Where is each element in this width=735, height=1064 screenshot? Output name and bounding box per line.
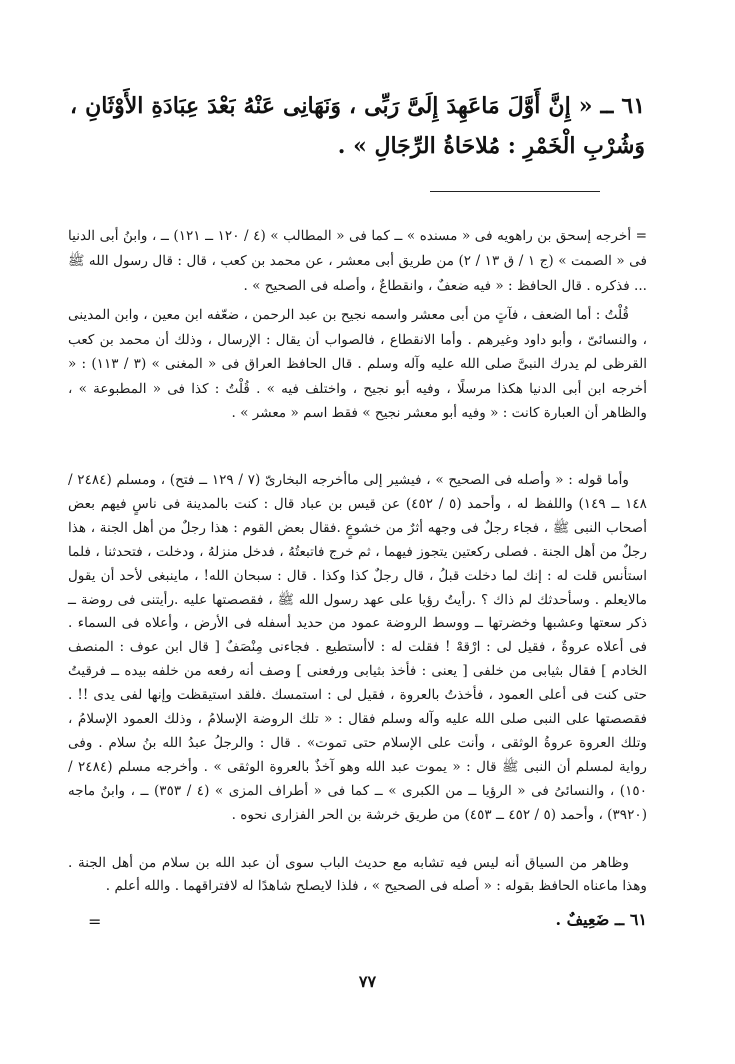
footnote-separator: [430, 191, 600, 192]
hadith-body: « إِنَّ أَوَّلَ مَاعَهِدَ إِلَىَّ رَبِّى ، وَنَهَانِى عَنْهُ بَعْدَ عِبَادَةِ الأَوْثَانِ ، وَشُرْبِ الْخَمْرِ : مُلاحَاةُ الرِّجَالِ » .: [70, 93, 645, 159]
footnote-paragraph-4: وظاهر من السياق أنه ليس فيه تشابه مع حديث الباب سوى أن عبد الله بن سلام من أهل الجنة . وهذا ماعناه الحافظ بقوله : « أصله فى الصحيح » ، فلذا لايصلح شاهدًا له لافتراقهما . والله أعلم .: [68, 855, 647, 894]
hadith-number: ٦١: [621, 93, 646, 119]
page-number: ٧٧: [358, 972, 377, 991]
hadith-dash: ــ: [592, 93, 614, 119]
hadith-text: [70, 86, 645, 166]
footnote-paragraph-1: = أخرجه إسحق بن راهويه فى « مسنده » ــ كما فى « المطالب » (٤ / ١٢٠ ــ ١٢١) ــ ، وابنُ أبى الدنيا فى « الصمت » (ج ١ / ق ١٣ / ٢) من طريق أبى معشر ، عن محمد بن كعب ، قال : قال رسول الله ﷺ ... فذكره . قال الحافظ : « فيه ضعفٌ ، وانقطاعٌ ، وأصله فى الصحيح » .: [68, 228, 648, 294]
continuation-mark: =: [88, 912, 102, 931]
footnote-paragraph-2: قُلْتُ : أما الضعف ، فآتٍ من أبى معشر واسمه نجيح بن عبد الرحمن ، ضعّفه ابن معين ، وابن المدينى ، والنسائىّ ، وأبو داود وغيرهم . وأما الانقطاع ، فالصواب أن يقال : الإرسال ، وذلك أن محمد بن كعب القرظى لم يدرك النبىَّ صلى الله عليه وآله وسلم . قال الحافظ العراق فى « المغنى » (٣ / ١١٣) : « أخرجه ابن أبى الدنيا هكذا مرسلًا ، وفيه أبو نجيح ، واختلف فيه » . قُلْتُ : كذا فى « المطبوعة » ، والظاهر أن العبارة كانت : « وفيه أبو معشر نجيح » فقط اسم « معشر » .: [68, 307, 647, 422]
footnote-paragraph-3: وأما قوله : « وأصله فى الصحيح » ، فيشير إلى ماأخرجه البخارىّ (٧ / ١٢٩ ــ فتح) ، ومسلم (٢٤٨٤ / ١٤٨ ــ ١٤٩) واللفظ له ، وأحمد (٥ / ٤٥٢) عن قيس بن عباد قال : كنت بالمدينة فى ناسٍ فيهم بعض أصحاب النبى ﷺ ، فجاء رجلٌ فى وجهه أثرٌ من خشوعٍ .فقال بعض القوم : هذا رجلٌ من أهل الجنة ، هذا رجلٌ من أهل الجنة . فصلى ركعتين يتجوز فيهما ، ثم خرج فاتبعتُهُ ، فدخل منزلهُ ، ودخلت ، فتحدثنا ، فلما استأنس قلت له : إنك لما دخلت قبلُ ، قال رجلٌ كذا وكذا . قال : سبحان الله! ، ماينبغى لأحد أن يقول مالايعلم . وسأحدثك لم ذاك ؟ .رأيتُ رؤيا على عهد رسول الله ﷺ ، فقصصتها عليه .رأيتنى فى روضة ــ ذكر سعتها وعشبها وخضرتها ــ ووسط الروضة عمود من حديد أسفله فى الأرض ، وأعلاه فى السماء . فى أعلاه عروةٌ ، فقيل لى : ارْقهْ ! فقلت له : لاأستطيع . فجاءنى مِنْصَفٌ [ قال ابن عوف : المنصف الخادم ] فقال بثيابى من خلفى [ يعنى : فأخذ بثيابى ورفعنى ] وصف أنه رفعه من خلفه بيده ــ فرقيتُ حتى كنت فى أعلى العمود ، فأخذتُ بالعروة ، فقيل لى : استمسك .فلقد استيقظت وإنها لفى يدى !! . فقصصتها على النبى صلى الله عليه وآله وسلم فقال : « تلك الروضة الإسلامُ ، وذلك العمود الإسلامُ ، وتلك العروة عروةُ الوثقى ، وأنت على الإسلام حتى تموت» . قال : والرجلُ عبدُ الله بنُ سلام . وفى رواية لمسلم أن النبى ﷺ قال : « يموت عبد الله وهو آخذٌ بالعروة الوثقى » . وأخرجه مسلم (٢٤٨٤ / ١٥٠) ، والنسائىُ فى « الرؤيا ــ من الكبرى » ــ كما فى « أطراف المزى » (٤ / ٣٥٣) ــ ، وابنُ ماجه (٣٩٢٠) ، وأحمد (٥ / ٤٥٢ ــ ٤٥٣) من طريق خرشة بن الحر الفزارى نحوه .: [68, 472, 647, 823]
hadith-grade: ٦١ ــ ضَعِيفٌ .: [555, 910, 647, 929]
grade-line: [68, 910, 647, 938]
